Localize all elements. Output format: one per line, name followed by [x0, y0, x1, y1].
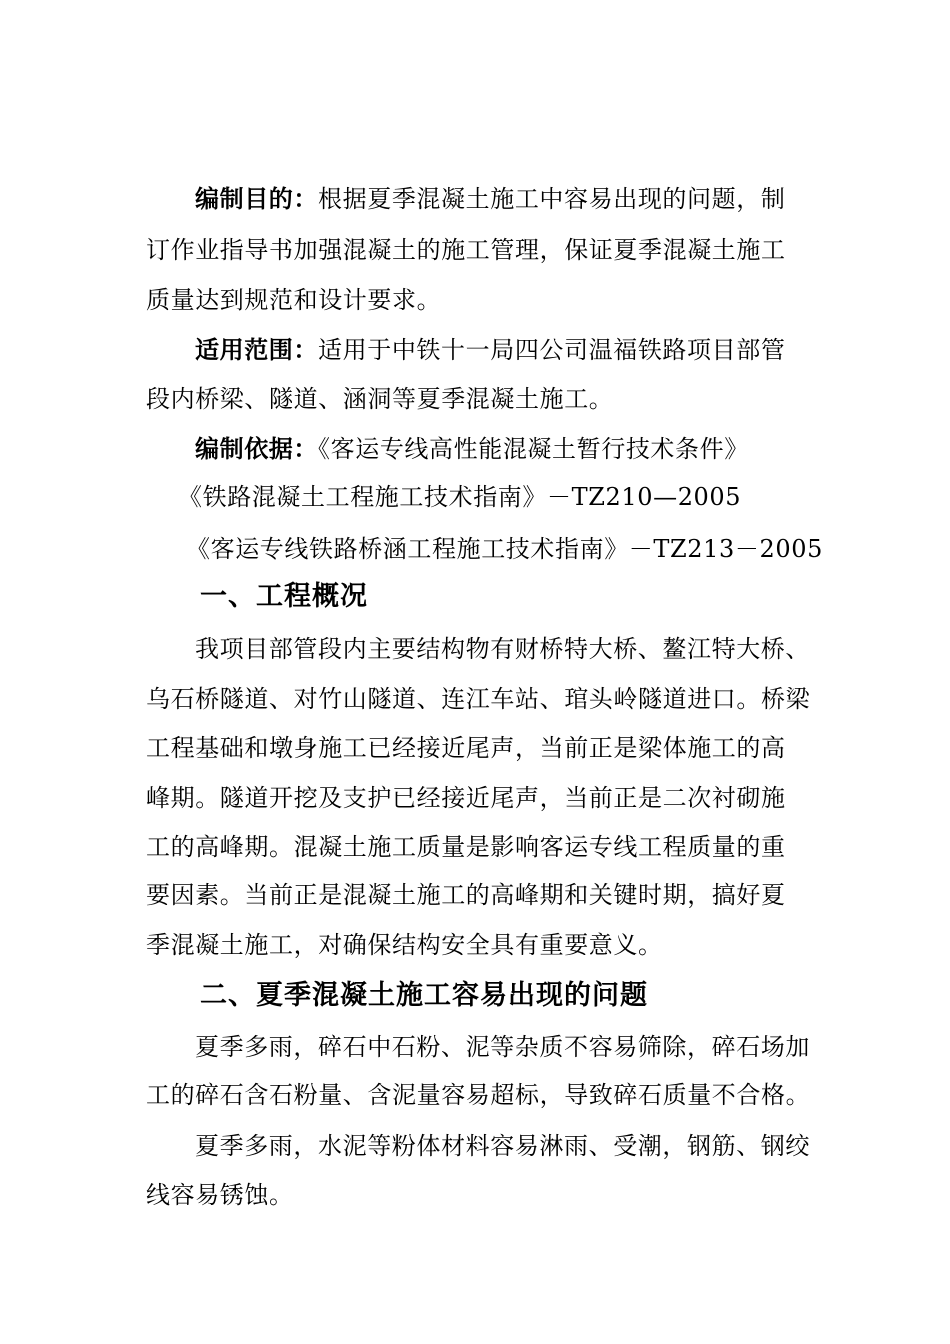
section1-line-3: 工程基础和墩身施工已经接近尾声，当前正是梁体施工的高 — [146, 734, 786, 762]
scope-line-2: 段内桥梁、隧道、涵洞等夏季混凝土施工。 — [146, 385, 614, 413]
section2-line-2: 工的碎石含石粉量、含泥量容易超标，导致碎石质量不合格。 — [146, 1081, 811, 1109]
scope-text-1: 适用于中铁十一局四公司温福铁路项目部管 — [318, 336, 786, 364]
basis-item-2: 《铁路混凝土工程施工技术指南》－TZ210—2005 — [178, 483, 742, 511]
scope-label: 适用范围 — [195, 335, 294, 364]
purpose-line-3: 质量达到规范和设计要求。 — [146, 286, 442, 314]
section1-line-7: 季混凝土施工，对确保结构安全具有重要意义。 — [146, 931, 663, 959]
section1-heading: 一、工程概况 — [200, 581, 368, 612]
basis-line-1 — [195, 434, 749, 464]
section2-heading: 二、夏季混凝土施工容易出现的问题 — [200, 980, 648, 1011]
section1-line-2: 乌石桥隧道、对竹山隧道、连江车站、琯头岭隧道进口。桥梁 — [146, 685, 811, 713]
section1-line-1: 我项目部管段内主要结构物有财桥特大桥、鳌江特大桥、 — [195, 635, 810, 663]
section1-line-4: 峰期。隧道开挖及支护已经接近尾声，当前正是二次衬砌施 — [146, 784, 786, 812]
section1-line-6: 要因素。当前正是混凝土施工的高峰期和关键时期，搞好夏 — [146, 881, 786, 909]
basis-item-1: 《客运专线高性能混凝土暂行技术条件》 — [318, 435, 749, 463]
section1-line-5: 工的高峰期。混凝土施工质量是影响客运专线工程质量的重 — [146, 833, 786, 861]
basis-colon: ： — [293, 434, 319, 463]
scope-line-1 — [195, 335, 785, 365]
purpose-line-2: 订作业指导书加强混凝土的施工管理，保证夏季混凝土施工 — [146, 236, 786, 264]
basis-item-3: 《客运专线铁路桥涵工程施工技术指南》－TZ213－2005 — [186, 535, 823, 563]
purpose-colon: ： — [293, 184, 319, 213]
basis-label: 编制依据 — [195, 434, 294, 463]
section2-line-1: 夏季多雨，碎石中石粉、泥等杂质不容易筛除，碎石场加 — [195, 1033, 810, 1061]
section2-line-3: 夏季多雨，水泥等粉体材料容易淋雨、受潮，钢筋、钢绞 — [195, 1132, 810, 1160]
purpose-label: 编制目的 — [195, 184, 294, 213]
section2-line-4: 线容易锈蚀。 — [146, 1181, 294, 1209]
scope-colon: ： — [293, 335, 319, 364]
purpose-text-1: 根据夏季混凝土施工中容易出现的问题，制 — [318, 185, 786, 213]
purpose-line-1 — [195, 184, 785, 214]
